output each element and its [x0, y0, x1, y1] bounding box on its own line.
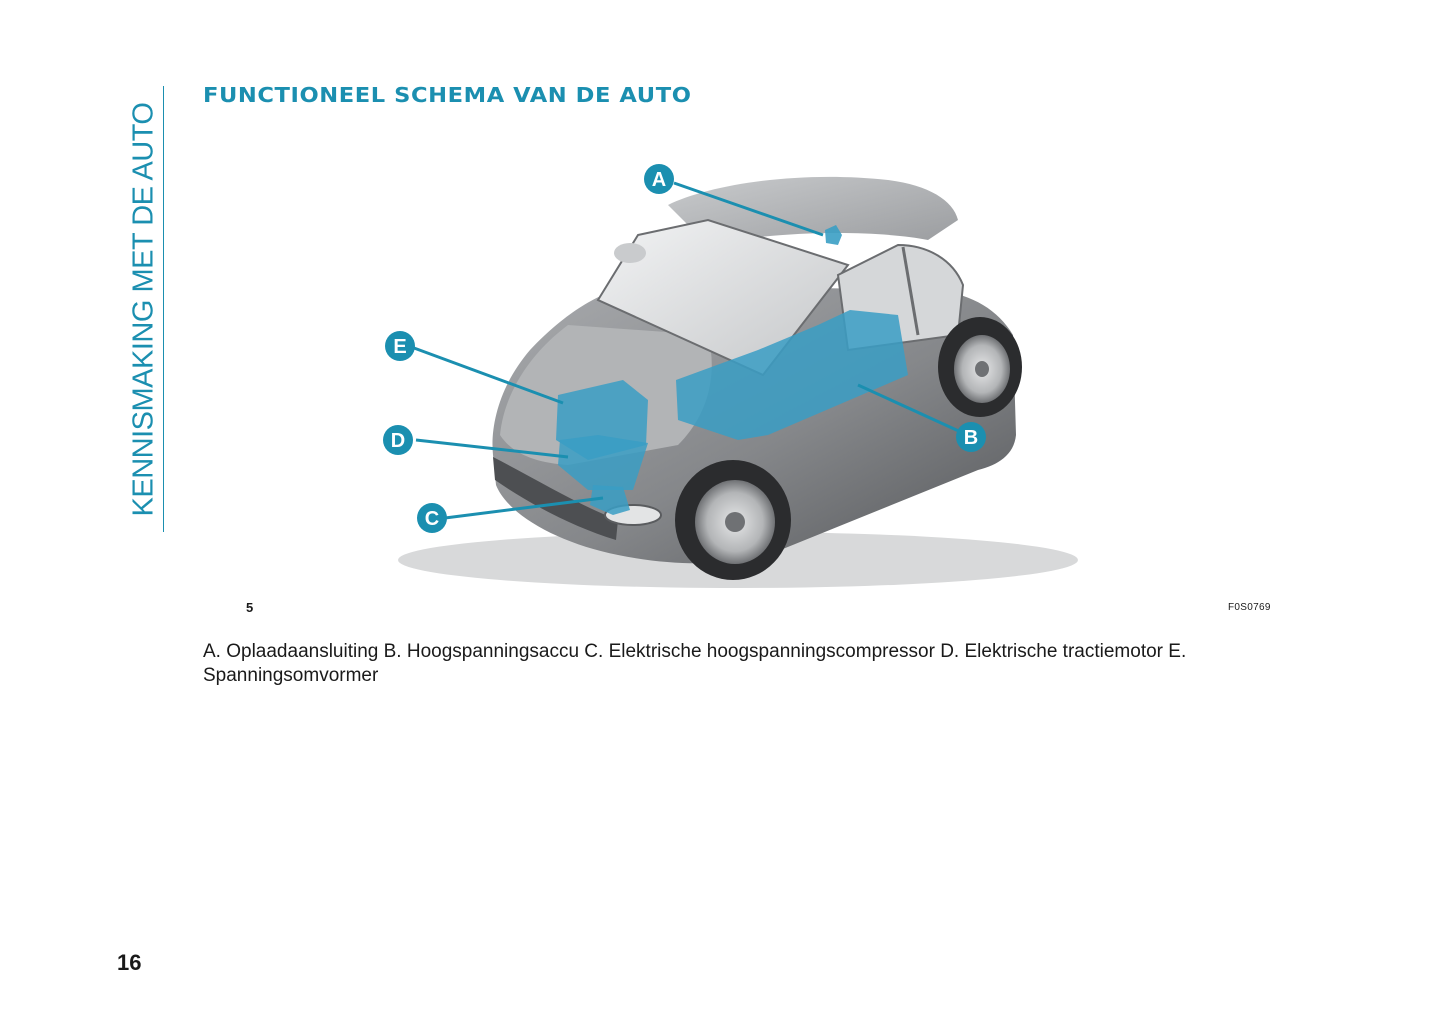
- callout-a: [644, 164, 674, 194]
- page-title: FUNCTIONEEL SCHEMA VAN DE AUTO: [203, 83, 692, 107]
- figure-code: F0S0769: [1228, 602, 1271, 613]
- callout-a-label: A: [651, 169, 667, 191]
- callout-d-label: D: [390, 430, 406, 452]
- callout-e: [385, 331, 415, 361]
- front-wheel: [675, 460, 791, 580]
- callout-e-label: E: [393, 336, 407, 358]
- figure-caption: A. Oplaadaansluiting B. Hoogspanningsaccu C. Elektrische hoogspanningscompressor D. Elektrische tractiemotor E. Spanningsomvormer: [203, 641, 1187, 686]
- callout-b: [956, 422, 986, 452]
- car-illustration: [238, 135, 1283, 605]
- section-divider: [163, 86, 164, 532]
- section-title-text: KENNISMAKING MET DE AUTO: [127, 102, 160, 516]
- callout-c: [417, 503, 447, 533]
- section-title: [128, 86, 160, 532]
- vehicle-schematic-figure: [238, 135, 1283, 605]
- page-number: 16: [117, 950, 142, 975]
- callout-b-label: B: [963, 427, 979, 449]
- rear-wheel: [938, 317, 1022, 417]
- callout-d: [383, 425, 413, 455]
- side-mirror: [614, 243, 646, 263]
- figure-number: 5: [246, 600, 254, 615]
- callout-c-label: C: [424, 508, 440, 530]
